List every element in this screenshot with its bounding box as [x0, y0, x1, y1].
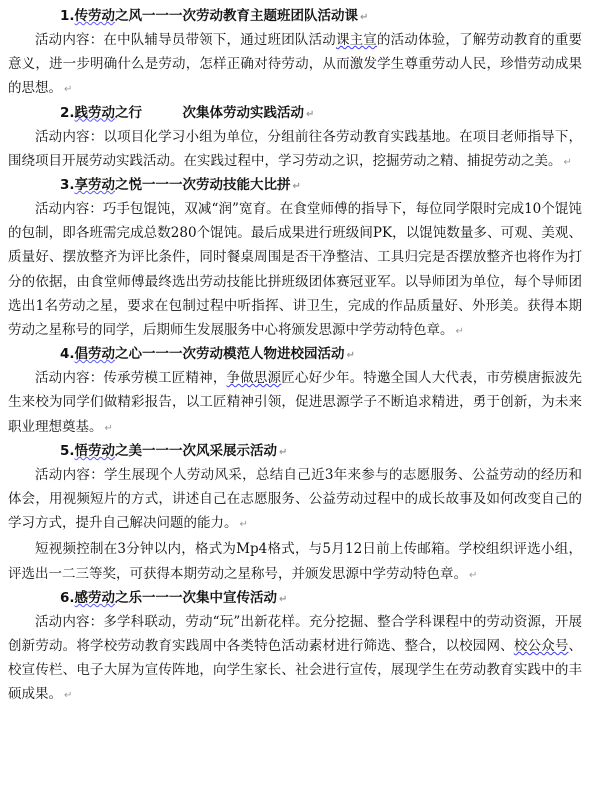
section-heading: 4.倡劳动之心一一一次劳动模范人物进校园活动 ↵: [60, 346, 355, 363]
section-paragraph: 活动内容：多学科联动，劳动“玩”出新花样。充分挖掘、整合学科课程中的劳动资源，开展创新劳动。将学校劳动教育实践周中各类特色活动素材进行筛选、整合，以校园网、校公众号、校宣传栏、电子大屏为宣传阵地，向学生家长、社会进行宣传，展现学生在劳动教育实践中的丰硕成果。 ↵: [8, 613, 583, 703]
section-heading: 5.悟劳动之美一一一次风采展示活动 ↵: [60, 442, 288, 459]
heading-underlined: 倡劳动: [74, 346, 116, 363]
section-heading: 1.传劳动之风一一一次劳动教育主题班团队活动课 ↵: [60, 8, 369, 24]
section-2: [8, 103, 582, 175]
heading-underlined: 践劳动: [74, 104, 116, 121]
section-3: [8, 175, 582, 344]
section-5: [8, 441, 582, 588]
section-4: [8, 344, 583, 441]
heading-underlined: 悟劳动: [74, 442, 116, 459]
heading-underlined: 传劳动: [74, 8, 116, 24]
heading-underlined: 感劳动: [74, 589, 116, 606]
section-paragraph: 短视频控制在3分钟以内，格式为Mp4格式，与5月12日前上传邮箱。学校组织评选小组，评选出一二三等奖，可获得本期劳动之星称号，并颁发思源中学劳动特色章。 ↵: [8, 541, 582, 582]
section-paragraph: 活动内容：学生展现个人劳动风采，总结自己近3年来参与的志愿服务、公益劳动的经历和体会，用视频短片的方式，讲述自己在志愿服务、公益劳动过程中的成长故事及如何改变自己的学习方式，提升自己解决问题的能力。 ↵: [8, 466, 582, 532]
section-heading: 3.享劳动之悦一一一次劳动技能大比拼 ↵: [60, 177, 301, 194]
section-paragraph: 活动内容：在中队辅导员带领下，通过班团队活动课主宣的活动体验，了解劳动教育的重要意义，进一步明确什么是劳动，怎样正确对待劳动，从而激发学生尊重劳动人民，珍惜劳动成果的思想。 ↵: [8, 32, 583, 97]
section-heading: 2.践劳动之行 次集体劳动实践活动 ↵: [60, 104, 315, 121]
section-paragraph: 活动内容：以项目化学习小组为单位，分组前往各劳动教育实践基地。在项目老师指导下，围绕项目开展劳动实践活动。在实践过程中，学习劳动之识，挖掘劳动之精、捕捉劳动之美。 ↵: [8, 128, 582, 169]
section-6: [8, 588, 583, 709]
section-heading: 6.感劳动之乐一一一次集中宣传活动 ↵: [60, 589, 288, 606]
section-paragraph: 活动内容：传承劳模工匠精神，争做思源匠心好少年。特邀全国人大代表，市劳模唐振波先生来校为同学们做精彩报告，以工匠精神引领，促进思源学子不断追求精进，勇于创新，为未来职业理想奠基。 ↵: [8, 370, 583, 435]
heading-underlined: 享劳动: [74, 177, 116, 194]
section-1: [8, 6, 583, 103]
section-paragraph: 活动内容：巧手包馄饨，双减“润”宽育。在食堂师傅的指导下，每位同学限时完成10个馄饨的包制，即各班需完成总数280个馄饨。最后成果进行班级间PK，以馄饨数量多、可观、美观、质量好、摆放整齐为评比条件，同时餐桌周围是否干净整洁、工具归完是否摆放整齐也将作为打分的依据，由食堂师傅最终选出劳动技能比拼班级团体赛冠亚军。以导师团为单位，每个导师团选出1名劳动之星，要求在包制过程中听指挥、讲卫生，完成的作品质量好、外形美。获得本期劳动之星称号的同学，后期师生发展服务中心将颁发思源中学劳动特色章。 ↵: [8, 201, 582, 339]
